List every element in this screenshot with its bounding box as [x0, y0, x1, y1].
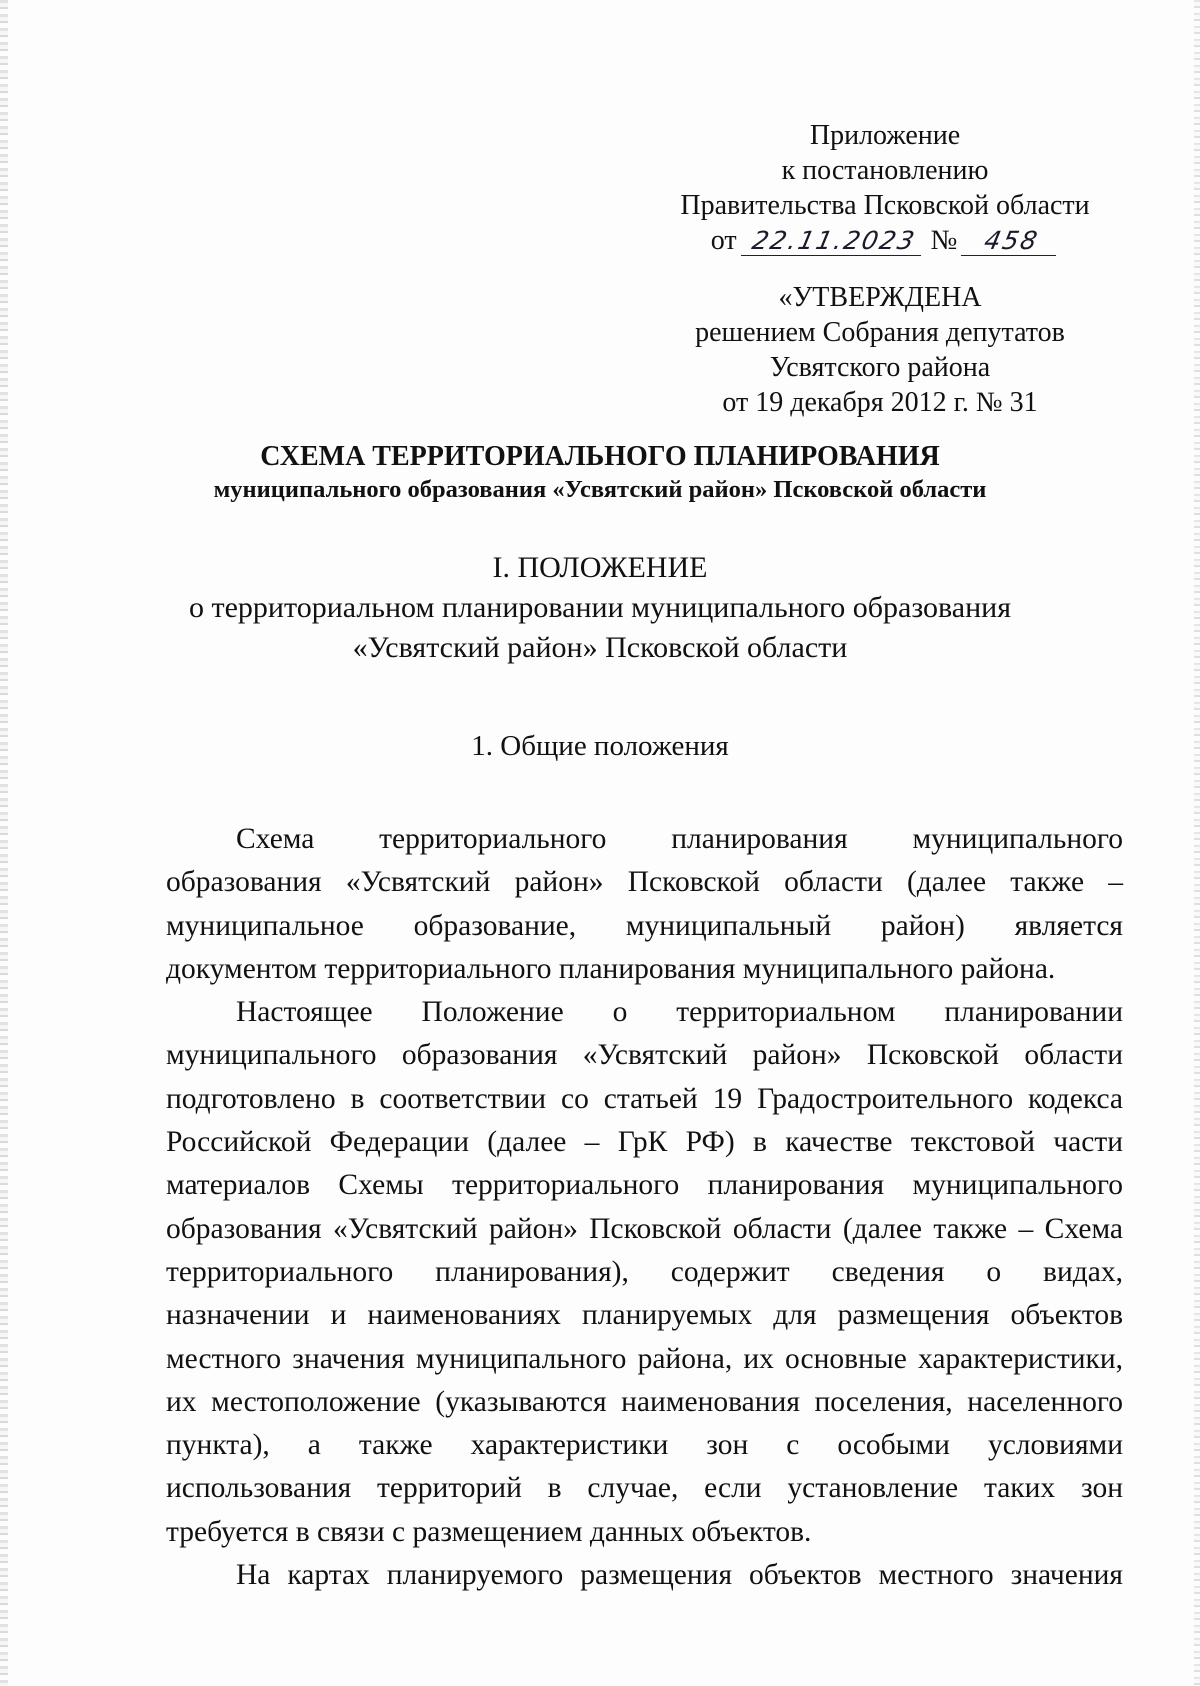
- body-line: материалов Схемы территориального планирования муниципального: [166, 1169, 1123, 1202]
- scan-edge-right: [1194, 0, 1200, 1686]
- appendix-line-3: Правительства Псковской области: [680, 190, 1090, 221]
- body-line: пункта), а также характеристики зон с особыми условиями: [166, 1429, 1123, 1462]
- subsection-heading: 1. Общие положения: [471, 730, 729, 762]
- body-line: образования «Усвятский район» Псковской области (далее также –: [166, 866, 1123, 899]
- body-line: Схема территориального планирования муниципального: [236, 823, 1123, 855]
- section-line-2: «Усвятский район» Псковской области: [352, 631, 848, 664]
- body-line: муниципальное образование, муниципальный район) является: [166, 909, 1123, 942]
- body-line: На картах планируемого размещения объектов местного значения: [236, 1559, 1123, 1592]
- body-line: муниципального образования «Усвятский район» Псковской области: [166, 1039, 1123, 1072]
- handwritten-date: 22.11.2023: [740, 227, 926, 256]
- body-line: Настоящее Положение о территориальном планировании: [236, 996, 1123, 1029]
- appendix-date-number-row: [650, 223, 1120, 258]
- title-main: СХЕМА ТЕРРИТОРИАЛЬНОГО ПЛАНИРОВАНИЯ: [260, 441, 940, 472]
- handwritten-number: 458: [961, 227, 1062, 256]
- from-prefix: от: [710, 225, 737, 256]
- section-heading-block: [150, 548, 1050, 668]
- title-subtitle: муниципального образования «Усвятский район» Псковской области: [213, 476, 987, 503]
- appendix-block: [650, 118, 1120, 258]
- approval-line-3: Усвятского района: [769, 352, 991, 383]
- body-line: использования территорий в случае, если установление таких зон: [166, 1472, 1123, 1505]
- body-text: [166, 818, 1123, 1597]
- body-line: местного значения муниципального района, их основные характеристики,: [166, 1342, 1123, 1375]
- body-line: документом территориального планирования муниципального района.: [166, 952, 1056, 985]
- appendix-line-1: Приложение: [809, 120, 961, 151]
- body-line: Российской Федерации (далее – ГрК РФ) в качестве текстовой части: [166, 1126, 1123, 1159]
- approval-block: [660, 280, 1100, 420]
- scan-edge-left: [0, 0, 8, 1686]
- body-line: образования «Усвятский район» Псковской области (далее также – Схема: [166, 1212, 1123, 1245]
- number-sign: №: [930, 225, 958, 256]
- appendix-line-2: к постановлению: [781, 155, 989, 186]
- document-title: [150, 440, 1050, 506]
- body-line: их местоположение (указываются наименования поселения, населенного: [166, 1385, 1123, 1418]
- body-line: территориального планирования), содержит сведения о видах,: [166, 1255, 1123, 1288]
- body-line: подготовлено в соответствии со статьей 19 Градостроительного кодекса: [166, 1082, 1123, 1115]
- section-heading: I. ПОЛОЖЕНИЕ: [492, 551, 708, 584]
- approval-line-2: решением Собрания депутатов: [695, 317, 1065, 348]
- section-line-1: о территориальном планировании муниципального образования: [189, 591, 1011, 624]
- body-line: требуется в связи с размещением данных объектов.: [166, 1515, 812, 1548]
- approval-line-1: «УТВЕРЖДЕНА: [778, 282, 982, 313]
- approval-line-4: от 19 декабря 2012 г. № 31: [722, 387, 1038, 418]
- body-line: назначении и наименованиях планируемых для размещения объектов: [166, 1299, 1123, 1332]
